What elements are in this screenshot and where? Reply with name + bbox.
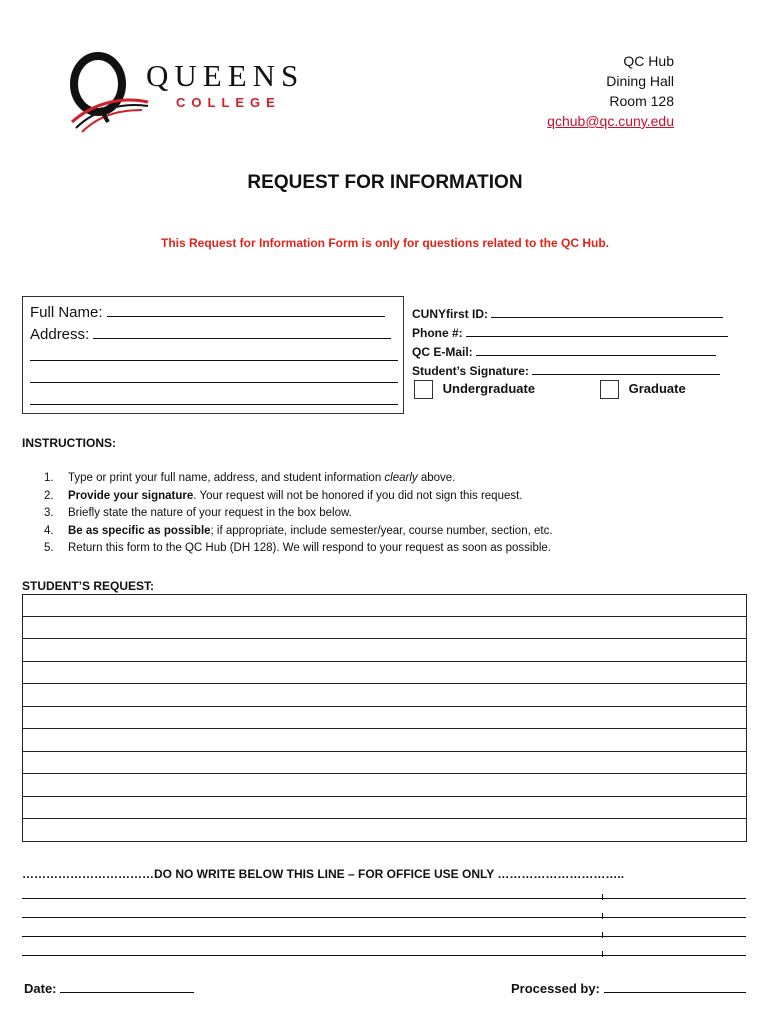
full-name-field[interactable]: [107, 316, 385, 317]
graduate-label: Graduate: [628, 380, 686, 396]
office-line-tick: [602, 894, 603, 900]
instruction-item: 4. Be as specific as possible; if appropriate, include semester/year, course number, section, etc.: [44, 524, 553, 537]
phone-field[interactable]: [466, 336, 728, 337]
office-line-tick: [602, 913, 603, 919]
date-label: Date:: [24, 981, 57, 996]
processed-by-label: Processed by:: [511, 981, 600, 996]
office-line: [22, 955, 746, 956]
contact-office: QC Hub: [623, 53, 674, 69]
request-line[interactable]: [22, 797, 747, 820]
office-line: [22, 917, 746, 918]
logo-wordmark: QUEENS: [146, 58, 305, 93]
student-request-box[interactable]: [22, 594, 747, 842]
office-use-divider: ……………………………DO NO WRITE BELOW THIS LINE – FOR OFFICE USE ONLY …………………………..: [22, 867, 625, 881]
contact-email-link[interactable]: qchub@qc.cuny.edu: [547, 113, 674, 129]
instruction-item: 1. Type or print your full name, address, and student information clearly above.: [44, 472, 456, 484]
office-line: [22, 936, 746, 937]
office-line-tick: [602, 951, 603, 957]
signature-label: Student’s Signature:: [412, 364, 529, 378]
instruction-item: 2. Provide your signature. Your request will not be honored if you did not sign this request.: [44, 489, 523, 502]
undergraduate-label: Undergraduate: [442, 380, 536, 396]
student-id-fields: [412, 305, 728, 381]
instructions-heading: INSTRUCTIONS:: [22, 436, 116, 450]
phone-label: Phone #:: [412, 326, 463, 340]
request-line[interactable]: [22, 594, 747, 617]
address-field-line-4[interactable]: [30, 404, 398, 405]
graduate-option: [600, 380, 686, 399]
instruction-item: 5. Return this form to the QC Hub (DH 128). We will respond to your request as soon as possible.: [44, 542, 552, 555]
request-line[interactable]: [22, 617, 747, 640]
contact-room: Room 128: [609, 93, 674, 109]
page-title: REQUEST FOR INFORMATION: [247, 172, 523, 193]
request-line[interactable]: [22, 639, 747, 662]
instructions-list: [44, 470, 553, 558]
request-line[interactable]: [22, 729, 747, 752]
request-line[interactable]: [22, 707, 747, 730]
cunyfirst-id-label: CUNYfirst ID:: [412, 307, 489, 321]
processed-by-field[interactable]: [604, 992, 746, 993]
address-label: Address:: [30, 326, 90, 343]
student-request-heading: STUDENT’S REQUEST:: [22, 579, 155, 593]
cunyfirst-id-field[interactable]: [491, 317, 723, 318]
date-field[interactable]: [60, 992, 194, 993]
request-line[interactable]: [22, 752, 747, 775]
undergraduate-option: [414, 380, 535, 399]
office-line-tick: [602, 932, 603, 938]
request-line[interactable]: [22, 819, 747, 842]
contact-building: Dining Hall: [606, 73, 674, 89]
signature-field[interactable]: [532, 374, 720, 375]
date-row: [24, 981, 194, 996]
office-line: [22, 898, 746, 899]
processed-by-row: [511, 981, 746, 996]
graduate-checkbox[interactable]: [600, 380, 619, 399]
request-line[interactable]: [22, 662, 747, 685]
queens-college-q-logo: [62, 48, 152, 138]
logo-subtitle: COLLEGE: [176, 95, 281, 110]
address-field-line-3[interactable]: [30, 382, 398, 383]
request-line[interactable]: [22, 684, 747, 707]
full-name-label: Full Name:: [30, 304, 103, 321]
name-address-fields: [30, 302, 398, 412]
request-line[interactable]: [22, 774, 747, 797]
contact-block: [547, 51, 674, 131]
form-notice: This Request for Information Form is only for questions related to the QC Hub.: [160, 236, 610, 250]
address-field-line-2[interactable]: [30, 360, 398, 361]
qc-email-label: QC E-Mail:: [412, 345, 473, 359]
undergraduate-checkbox[interactable]: [414, 380, 433, 399]
qc-email-field[interactable]: [476, 355, 716, 356]
instruction-item: 3. Briefly state the nature of your request in the box below.: [44, 507, 352, 520]
address-field-line-1[interactable]: [93, 338, 391, 339]
